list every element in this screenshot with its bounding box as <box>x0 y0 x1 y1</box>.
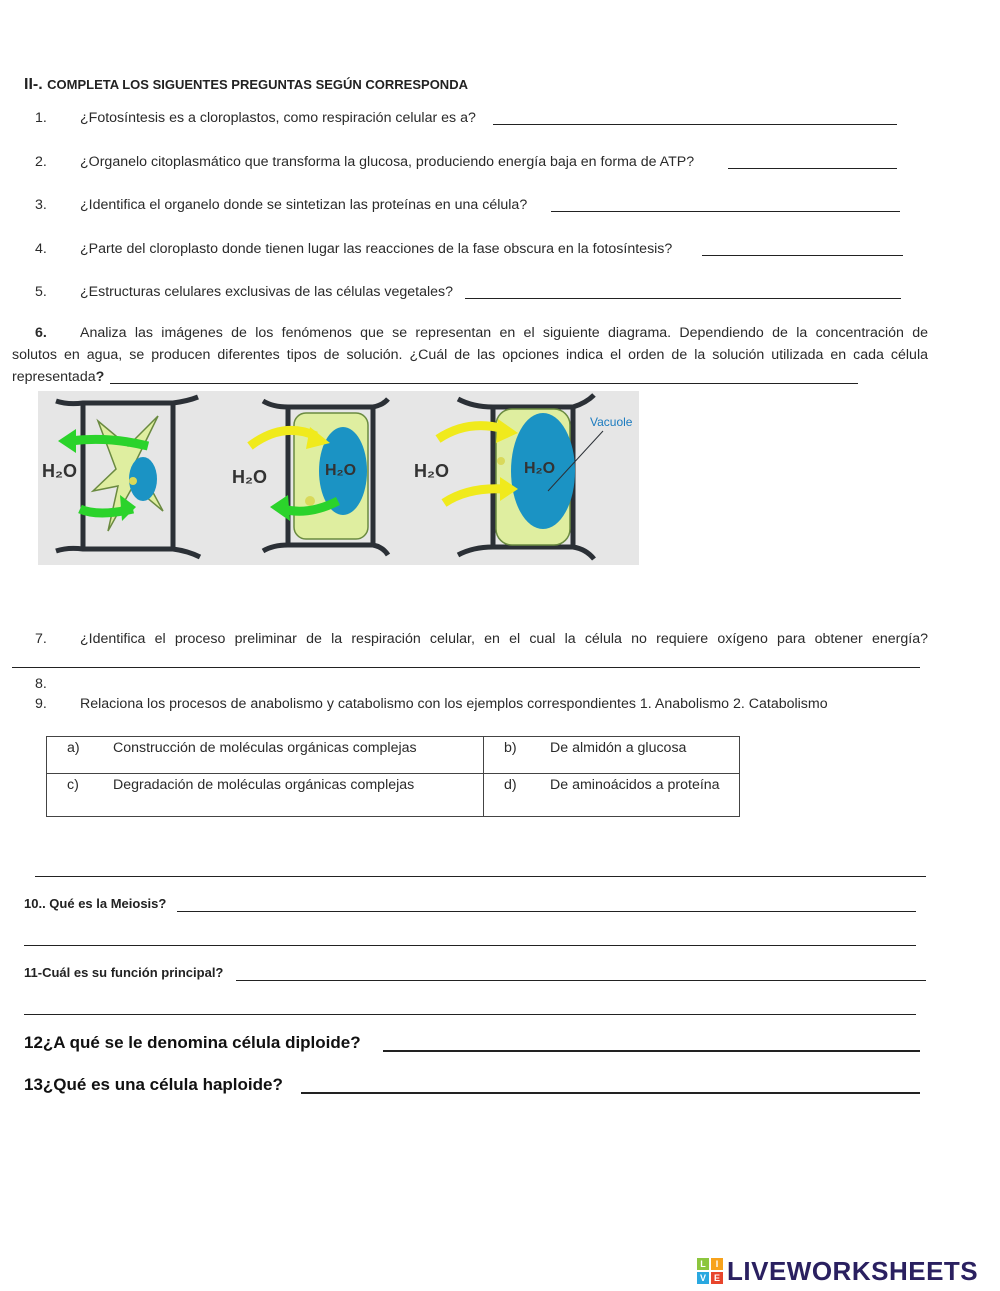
table-cell-b <box>484 737 740 774</box>
q8-number: 8. <box>35 676 47 692</box>
q1-number: 1. <box>35 110 47 126</box>
logo-cube: V <box>697 1272 709 1284</box>
q6-line3-text: representada <box>12 369 96 385</box>
section-title: COMPLETA LOS SIGUENTES PREGUNTAS SEGÚN CORRESPONDA <box>47 77 468 92</box>
table-row <box>47 737 740 774</box>
table-cell-d <box>484 774 740 817</box>
q6-line3 <box>12 369 104 385</box>
logo-cube: L <box>697 1258 709 1270</box>
relation-table <box>46 736 740 817</box>
logo-wordmark: LIVEWORKSHEETS <box>727 1255 979 1286</box>
q3-number: 3. <box>35 197 47 213</box>
table-cell-c <box>47 774 484 817</box>
section-heading <box>24 76 468 94</box>
table-cell-a <box>47 737 484 774</box>
q11-answer-line-2[interactable] <box>24 1014 916 1015</box>
table-row <box>47 774 740 817</box>
option-letter: d) <box>504 777 517 793</box>
q2-number: 2. <box>35 154 47 170</box>
h2o-label-cell2-vacuole: H₂O <box>325 462 357 479</box>
q6-line1: Analiza las imágenes de los fenómenos que se representan en el siguiente diagrama. Dependiendo de la concentración de <box>80 325 928 341</box>
logo-cubes-icon <box>697 1258 723 1284</box>
q13-text: 13¿Qué es una célula haploide? <box>24 1075 283 1094</box>
q2-text: ¿Organelo citoplasmático que transforma la glucosa, produciendo energía baja en forma de ATP? <box>80 154 695 170</box>
osmosis-diagram <box>38 391 639 565</box>
q12-text: 12¿A qué se le denomina célula diploide? <box>24 1033 361 1052</box>
vacuole-label: Vacuole <box>590 415 633 429</box>
q9-answer-line[interactable] <box>35 876 926 877</box>
q6-question-mark: ? <box>95 369 105 385</box>
q3-text: ¿Identifica el organelo donde se sintetizan las proteínas en una célula? <box>80 197 528 213</box>
q4-answer-line[interactable] <box>702 255 903 256</box>
h2o-label-cell1: H₂O <box>42 461 77 481</box>
q1-text: ¿Fotosíntesis es a cloroplastos, como respiración celular es a? <box>80 110 476 126</box>
q11-answer-line[interactable] <box>236 980 926 981</box>
q12-answer-line[interactable] <box>383 1050 920 1052</box>
logo-cube: E <box>711 1272 723 1284</box>
section-prefix: II-. <box>24 76 43 93</box>
q9-text: Relaciona los procesos de anabolismo y catabolismo con los ejemplos correspondientes 1. Anabolismo 2. Catabolismo <box>80 696 828 712</box>
logo-cube: I <box>711 1258 723 1270</box>
h2o-label-cell2-out: H₂O <box>232 467 267 487</box>
q5-answer-line[interactable] <box>465 298 901 299</box>
q1-answer-line[interactable] <box>493 124 897 125</box>
q6-answer-line[interactable] <box>110 383 858 384</box>
h2o-label-cell3-out: H₂O <box>414 461 449 481</box>
q10-answer-line[interactable] <box>177 911 916 912</box>
q2-answer-line[interactable] <box>728 168 897 169</box>
q13-answer-line[interactable] <box>301 1092 920 1094</box>
q5-number: 5. <box>35 284 47 300</box>
option-text: Construcción de moléculas orgánicas complejas <box>113 740 417 756</box>
q6-number: 6. <box>35 325 47 341</box>
q6-line2: solutos en agua, se producen diferentes tipos de solución. ¿Cuál de las opciones indica el orden de la solución utilizada en cada célula <box>12 347 928 363</box>
q3-answer-line[interactable] <box>551 211 900 212</box>
q10-answer-line-2[interactable] <box>24 945 916 946</box>
h2o-label-cell3-vacuole: H₂O <box>524 460 556 477</box>
option-letter: a) <box>67 740 80 756</box>
q7-number: 7. <box>35 631 47 647</box>
option-text: De aminoácidos a proteína <box>550 777 720 793</box>
q7-text: ¿Identifica el proceso preliminar de la respiración celular, en el cual la célula no requiere oxígeno para obtener energía? <box>80 631 928 647</box>
q7-answer-line[interactable] <box>12 667 920 668</box>
q11-text: 11-Cuál es su función principal? <box>24 965 224 980</box>
q4-text: ¿Parte del cloroplasto donde tienen lugar las reacciones de la fase obscura en la fotosíntesis? <box>80 241 673 257</box>
q9-number: 9. <box>35 696 47 712</box>
q5-text: ¿Estructuras celulares exclusivas de las células vegetales? <box>80 284 453 300</box>
option-letter: b) <box>504 740 517 756</box>
liveworksheets-logo <box>697 1254 978 1288</box>
q10-text: 10.. Qué es la Meiosis? <box>24 896 167 911</box>
q4-number: 4. <box>35 241 47 257</box>
option-letter: c) <box>67 777 79 793</box>
option-text: Degradación de moléculas orgánicas complejas <box>113 777 415 793</box>
option-text: De almidón a glucosa <box>550 740 687 756</box>
